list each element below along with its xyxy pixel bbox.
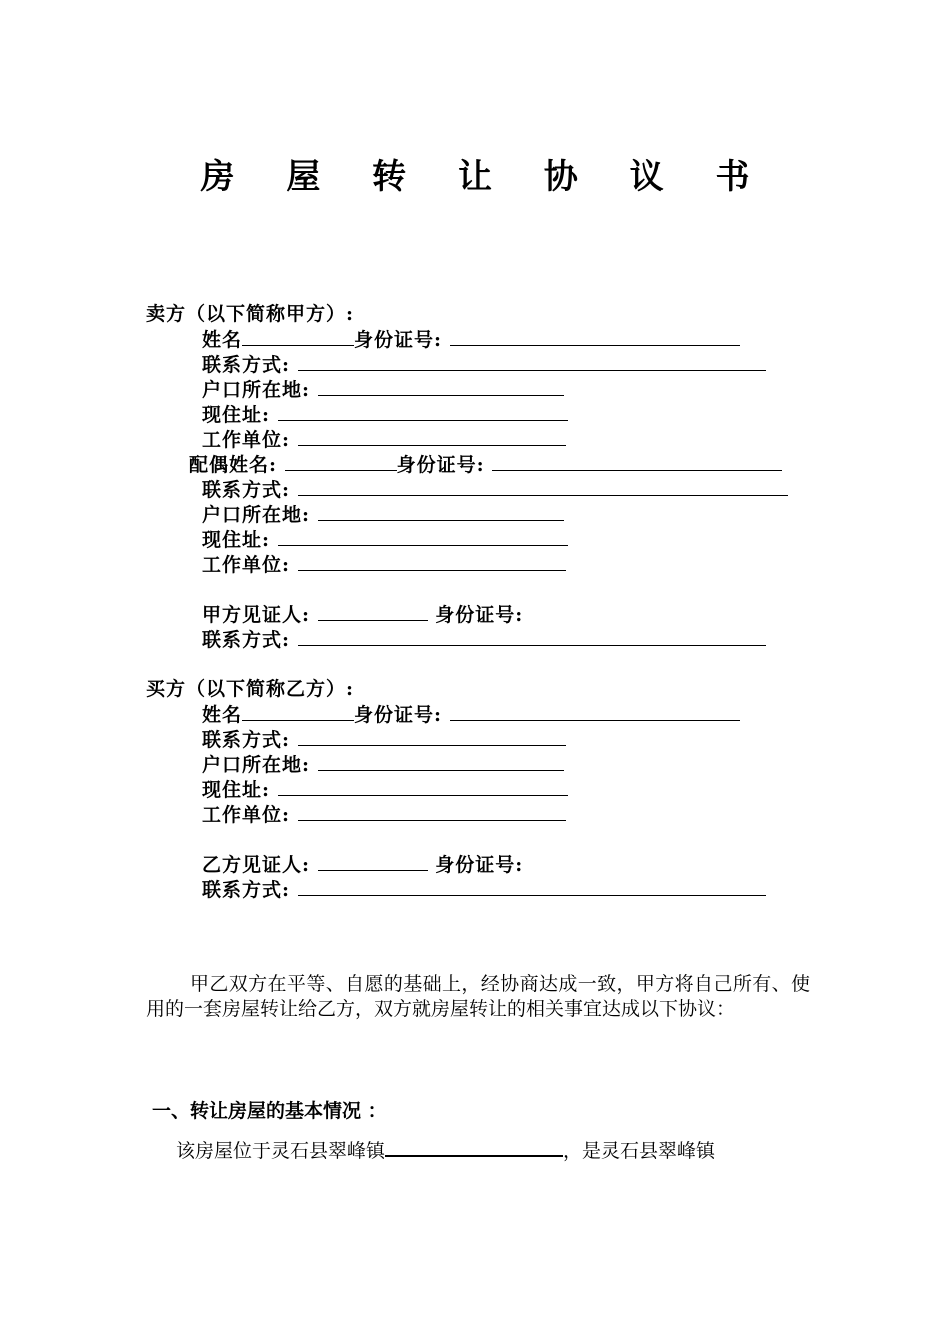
- seller-address-label: 现住址:: [202, 404, 271, 426]
- spouse-address-field[interactable]: [278, 527, 568, 546]
- seller-work-field[interactable]: [298, 427, 566, 446]
- spouse-contact-field[interactable]: [298, 477, 788, 496]
- spouse-contact-label: 联系方式:: [202, 479, 291, 501]
- seller-name-field[interactable]: [242, 327, 354, 346]
- seller-contact-label: 联系方式:: [202, 354, 291, 376]
- seller-witness-field[interactable]: [318, 602, 428, 621]
- section-1-heading: 一、转让房屋的基本情况 ：: [152, 1100, 387, 1122]
- spouse-hukou-row: [202, 502, 564, 528]
- seller-heading: 卖方（以下简称甲方）:: [146, 303, 355, 325]
- seller-contact-field[interactable]: [298, 352, 766, 371]
- spouse-hukou-field[interactable]: [318, 502, 564, 521]
- buyer-witness-id-label: 身份证号:: [435, 854, 524, 876]
- buyer-hukou-row: [202, 752, 564, 778]
- spouse-name-label: 配偶姓名:: [189, 454, 278, 476]
- section-1-text: [176, 1136, 715, 1164]
- section-1-text-after: ，是灵石县翠峰镇: [563, 1140, 716, 1162]
- seller-address-field[interactable]: [278, 402, 568, 421]
- buyer-witness-field[interactable]: [318, 852, 428, 871]
- seller-hukou-row: [202, 377, 564, 403]
- seller-work-label: 工作单位:: [202, 429, 291, 451]
- spouse-work-row: [202, 552, 566, 578]
- spouse-address-row: [202, 527, 568, 553]
- seller-work-row: [202, 427, 566, 453]
- intro-paragraph: 甲乙双方在平等、自愿的基础上，经协商达成一致，甲方将自己所有、使用的一套房屋转让给乙方，双方就房屋转让的相关事宜达成以下协议：: [146, 973, 810, 1020]
- spouse-name-row: [189, 452, 782, 478]
- buyer-witness-contact-row: [202, 877, 766, 903]
- buyer-contact-field[interactable]: [298, 727, 566, 746]
- spouse-id-field[interactable]: [492, 452, 782, 471]
- buyer-witness-label: 乙方见证人:: [202, 854, 311, 876]
- seller-witness-label: 甲方见证人:: [202, 604, 311, 626]
- seller-witness-contact-field[interactable]: [298, 627, 766, 646]
- buyer-heading: 买方（以下简称乙方）:: [146, 678, 355, 700]
- buyer-name-field[interactable]: [242, 702, 354, 721]
- buyer-address-row: [202, 777, 568, 803]
- spouse-work-label: 工作单位:: [202, 554, 291, 576]
- spouse-address-label: 现住址:: [202, 529, 271, 551]
- spouse-contact-row: [202, 477, 788, 503]
- seller-witness-contact-row: [202, 627, 766, 653]
- buyer-hukou-label: 户口所在地:: [202, 754, 311, 776]
- seller-id-field[interactable]: [450, 327, 740, 346]
- buyer-hukou-field[interactable]: [318, 752, 564, 771]
- seller-hukou-label: 户口所在地:: [202, 379, 311, 401]
- buyer-witness-contact-field[interactable]: [298, 877, 766, 896]
- buyer-work-field[interactable]: [298, 802, 566, 821]
- buyer-id-label: 身份证号:: [354, 704, 443, 726]
- buyer-witness-contact-label: 联系方式:: [202, 879, 291, 901]
- seller-address-row: [202, 402, 568, 428]
- section-1-text-before: 该房屋位于灵石县翠峰镇: [176, 1140, 386, 1162]
- spouse-hukou-label: 户口所在地:: [202, 504, 311, 526]
- house-location-field[interactable]: [385, 1136, 563, 1157]
- buyer-name-row: [202, 702, 740, 728]
- buyer-work-row: [202, 802, 566, 828]
- spouse-work-field[interactable]: [298, 552, 566, 571]
- seller-id-label: 身份证号:: [354, 329, 443, 351]
- document-title: 房 屋 转 让 协 议 书: [200, 157, 770, 197]
- seller-witness-row: [202, 602, 523, 628]
- spouse-id-label: 身份证号:: [396, 454, 485, 476]
- seller-contact-row: [202, 352, 766, 378]
- seller-witness-contact-label: 联系方式:: [202, 629, 291, 651]
- buyer-work-label: 工作单位:: [202, 804, 291, 826]
- buyer-id-field[interactable]: [450, 702, 740, 721]
- seller-name-row: [202, 327, 740, 353]
- buyer-address-field[interactable]: [278, 777, 568, 796]
- buyer-contact-label: 联系方式:: [202, 729, 291, 751]
- seller-name-label: 姓名: [202, 329, 243, 351]
- buyer-name-label: 姓名: [202, 704, 243, 726]
- buyer-address-label: 现住址:: [202, 779, 271, 801]
- seller-witness-id-label: 身份证号:: [435, 604, 524, 626]
- seller-hukou-field[interactable]: [318, 377, 564, 396]
- buyer-contact-row: [202, 727, 566, 753]
- spouse-name-field[interactable]: [285, 452, 397, 471]
- buyer-witness-row: [202, 852, 523, 878]
